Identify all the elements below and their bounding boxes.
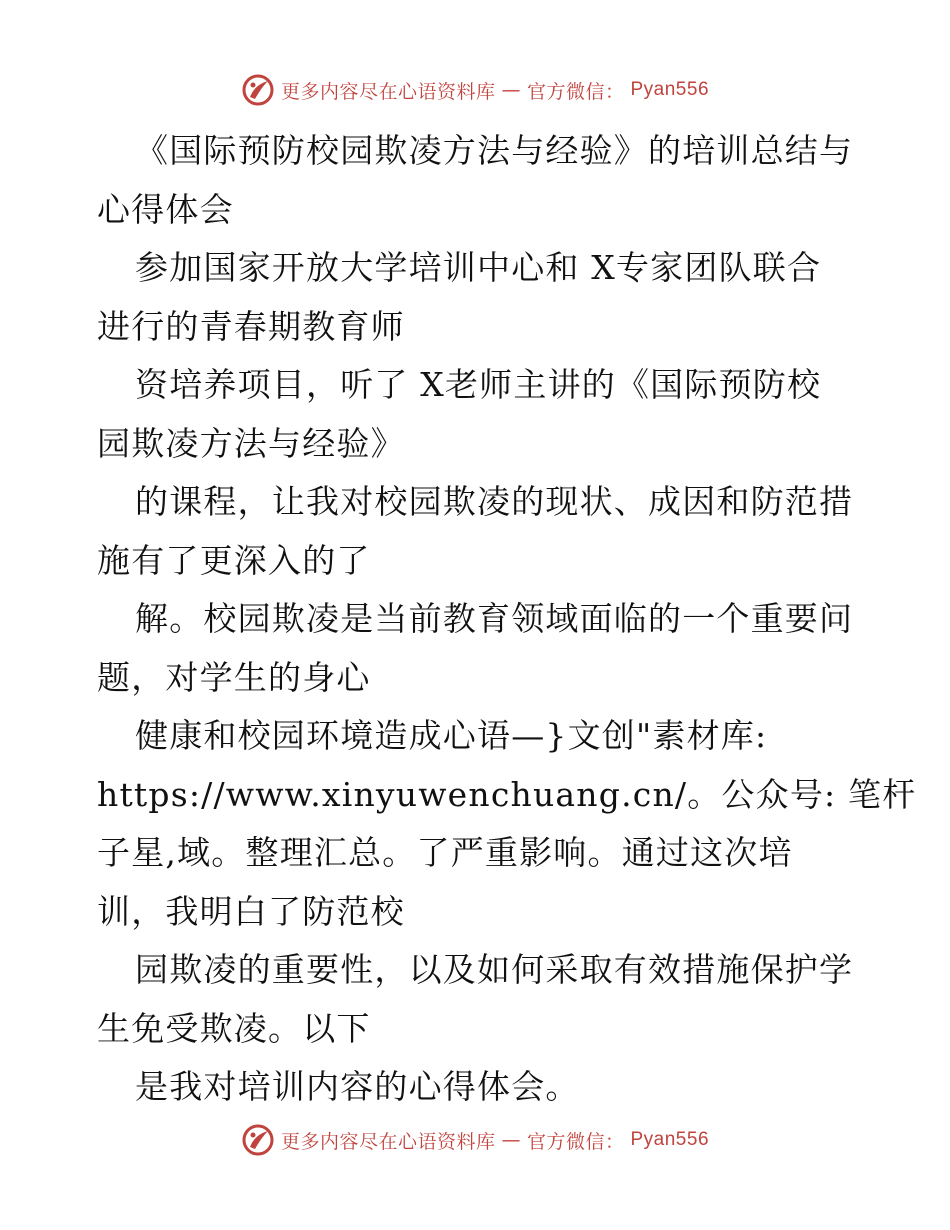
footer-dash: — [501,1129,521,1151]
text-line: 的课程，让我对校园欺凌的现状、成因和防范措 [135,482,854,521]
text-line: 园欺凌方法与经验》 [97,423,405,463]
ink-brush-seal-icon [241,73,275,107]
text-line: 《国际预防校园欺凌方法与经验》的培训总结与 [135,131,854,170]
text-line: 解。校园欺凌是当前教育领域面临的一个重要问 [135,599,854,638]
text-line: 生免受欺凌。以下 [97,1008,371,1048]
text-line: 训，我明白了防范校 [97,891,405,931]
footer-brand-text: 更多内容尽在心语资料库 [280,1130,496,1153]
footer-account: Pyan556 [630,1129,710,1150]
header-brand-text: 更多内容尽在心语资料库 [280,80,496,103]
header-watermark [0,70,950,110]
text-line: https://www.xinyuwenchuang.cn/。公众号: 笔杆 [97,774,917,814]
ink-brush-seal-icon [241,1123,275,1157]
header-dash: — [501,79,521,101]
text-line: 进行的青春期教育师 [97,306,405,346]
text-line: 健康和校园环境造成心语—}文创"素材库: [135,716,768,755]
text-line: 是我对培训内容的心得体会。 [135,1067,580,1106]
text-line: 题，对学生的身心 [97,657,371,697]
text-line: 子星,域。整理汇总。了严重影响。通过这次培 [97,833,793,872]
text-line: 资培养项目，听了 X老师主讲的《国际预防校 [135,365,822,404]
text-line: 参加国家开放大学培训中心和 X专家团队联合 [135,248,822,287]
text-line: 施有了更深入的了 [97,540,371,580]
document-body [97,122,917,1117]
text-line: 园欺凌的重要性，以及如何采取有效措施保护学 [135,950,854,989]
header-official-label: 官方微信： [526,80,625,103]
header-account: Pyan556 [630,79,710,100]
footer-official-label: 官方微信： [526,1130,625,1153]
text-line: 心得体会 [97,189,234,229]
footer-watermark [0,1120,950,1160]
